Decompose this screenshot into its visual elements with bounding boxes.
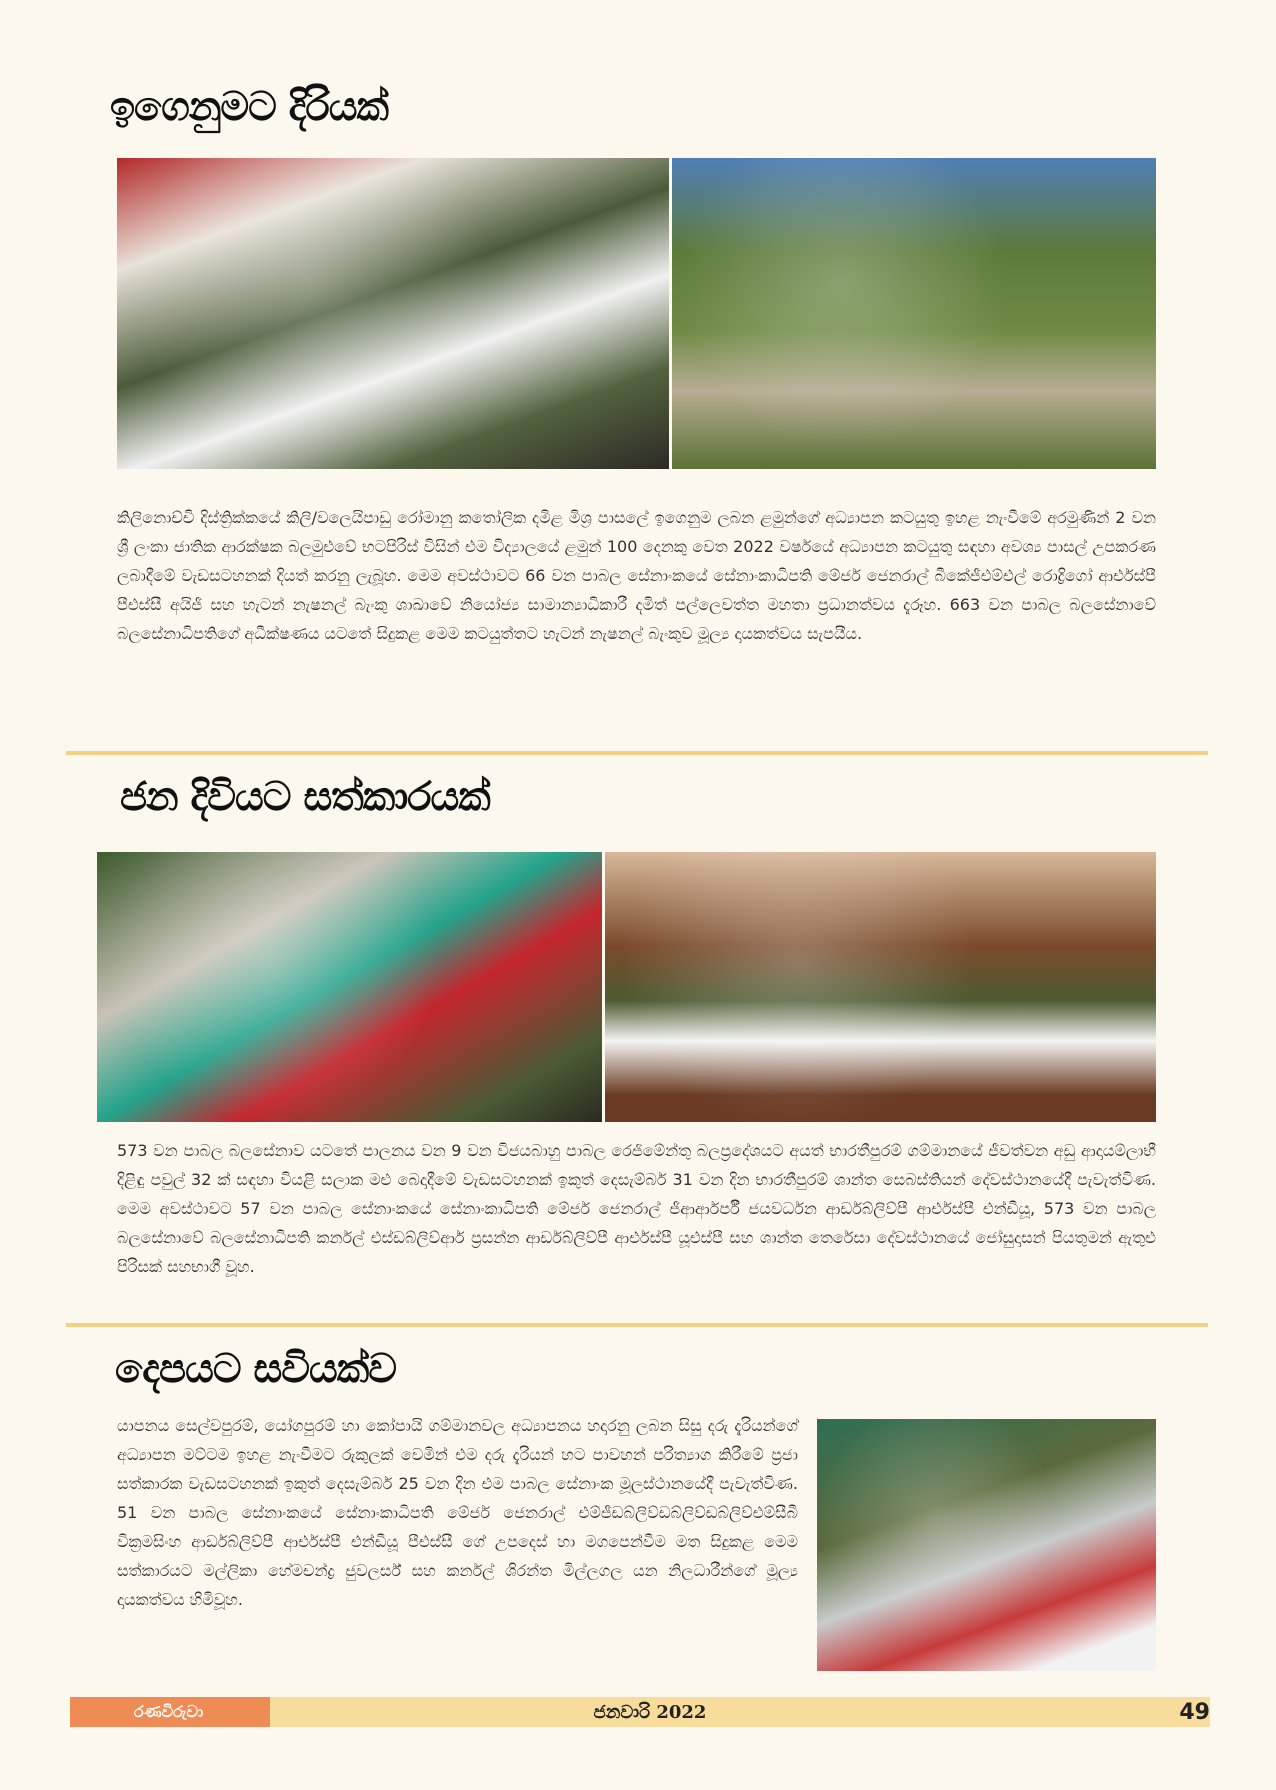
section-2-photo-left bbox=[97, 852, 602, 1122]
section-2-paragraph: 573 වන පාබල බලසේනාව යටතේ පාලනය වන 9 වන විජයබාහු පාබල රෙජිමේන්තු බලප්‍රදේශයට අයත් භාරතීපුරම් ගම්මානයේ ජීවත්වන අඩු ආදායම්ලාභී දිළිඳු පවුල් 32 ක් සඳහා වියළි සලාක මළු බෙදාදීමේ වැඩසටහනක් ඉකුත් දෙසැම්බර් 31 වන දින භාරතීපුරම් ශාන්ත සෙබස්තියන් දේවස්ථානයේදී පැවැත්විණ. මෙම අවස්ථාවට 57 වන පාබල සේනාංකයේ සේනාංකාධිපති මේජර් ජෙනරාල් ජීආර්ආර්පී ජයවර්ධන ආර්ඩබ්ලිව්පී ආර්එස්පී එන්ඩීයූ, 573 වන පාබල බලසේනාවේ බලසේනාධිපති කර්නල් එස්ඩබ්ලිව්ආර් ප්‍රසන්න ආර්ඩබ්ලිව්පී ආර්එස්පී යූඑස්පී සහ ශාන්ත තෙරේසා දේවස්ථානයේ ජෝසුදාසන් පියතුමන් ඇතුළු පිරිසක් සහභාගී වූහ. bbox=[117, 1141, 1156, 1276]
section-divider-1 bbox=[66, 751, 1208, 755]
section-1-title: ඉගෙනුමට දිරියක් bbox=[110, 84, 388, 130]
section-1-photo-left bbox=[117, 158, 669, 469]
page-number: 49 bbox=[1179, 1699, 1210, 1725]
section-2-photo-right bbox=[605, 852, 1156, 1122]
footer-magazine-name: රණවිරුවා bbox=[70, 1697, 270, 1727]
section-3-paragraph: යාපනය සෙල්වපුරම්, යෝගපුරම් හා කෝපායි ගම්මානවල අධ්‍යාපනය හදාරනු ලබන සිසු දරු දැරියන්ගේ අධ්‍යාපන මට්ටම ඉහළ නැංවීමට රුකුලක් වෙමින් එම දරු දැරියන් හට පාවහන් පරිත්‍යාග කිරීමේ ප්‍රජා සත්කාරක වැඩසටහනක් ඉකුත් දෙසැම්බර් 25 වන දින එම පාබල සේනාංක මූලස්ථානයේදී පැවැත්විණ. 51 වන පාබල සේනාංකයේ සේනාංකාධිපති මේජර් ජෙනරාල් එම්ජීඩබ්ලිව්ඩබ්ලිව්ඩබ්ලිව්එම්සීබී වික්‍රමසිංහ ආර්ඩබ්ලිව්පී ආර්එස්පී එන්ඩීයූ පීඑස්සී ගේ උපදෙස් හා මගපෙන්වීම මත සිදුකළ මෙම සත්කාරයට මල්ලිකා හේමචන්ද්‍ර ජුවලර්ස් සහ කර්නල් ශිරන්ත මිල්ලගල යන නිලධාරීන්ගේ මූල්‍ය දායකත්වය හිමිවූහ. bbox=[117, 1416, 798, 1609]
section-1-paragraph: කිලිනොච්චි දිස්ත්‍රික්කයේ කිලි/වලෙයිපාඩු රෝමානු කතෝලික දමිළ මිශ්‍ර පාසලේ ඉගෙනුම ලබන ළමුන්ගේ අධ්‍යාපන කටයුතු ඉහළ නැංවීමේ අරමුණින් 2 වන ශ්‍රී ලංකා ජාතික ආරක්ෂක බලමුළුවේ භටපිරිස් විසින් එම විද්‍යාලයේ ළමුන් 100 දෙනකු වෙත 2022 වර්ෂයේ අධ්‍යාපන කටයුතු සඳහා අවශ්‍ය පාසල් උපකරණ ලබාදීමේ වැඩසටහනක් දියත් කරනු ලැබූහ. මෙම අවස්ථාවට 66 වන පාබල සේනාංකයේ සේනාංකාධිපති මේජර් ජෙනරාල් බීකේජීඑම්එල් රොද්‍රිගෝ ආර්එස්පී පීඑස්සී අයිජී සහ හැටන් නැෂනල් බැංකු ශාඛාවේ නියෝජ්‍ය සාමාන්‍යාධිකාරී දමිත් පල්ලෙවත්ත මහතා ප්‍රධානත්වය දැරූහ. 663 වන පාබල බලසේනාවේ බලසේනාධිපතිගේ අධීක්ෂණය යටතේ සිදුකළ මෙම කටයුත්තට හැටන් නැෂනල් බැංකුව මූල්‍ය දායකත්වය සැපයීය. bbox=[117, 508, 1156, 643]
section-3-title: දෙපයට සවියක්ව bbox=[115, 1346, 397, 1392]
footer-date: ජනවාරි 2022 bbox=[593, 1701, 707, 1723]
section-divider-2 bbox=[66, 1323, 1208, 1327]
section-2-title: ජන දිවියට සත්කාරයක් bbox=[120, 774, 490, 820]
section-1-photo-right bbox=[672, 158, 1156, 469]
section-3-photo bbox=[817, 1419, 1156, 1671]
footer-bar bbox=[270, 1697, 1210, 1727]
